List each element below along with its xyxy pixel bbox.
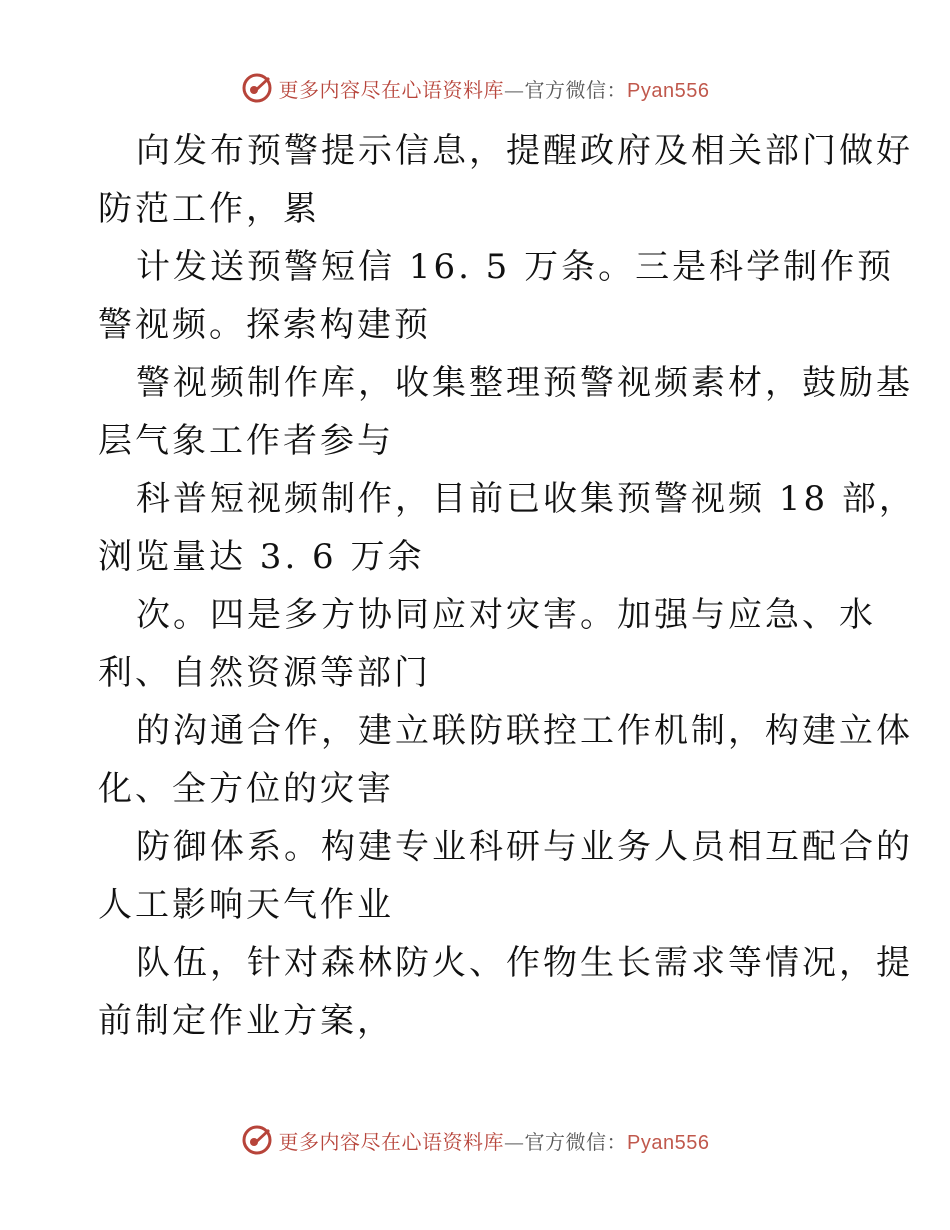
- watermark-id: Pyan556: [627, 79, 710, 102]
- text-line: 化、全方位的灾害: [98, 769, 394, 809]
- text-line: 警视频。探索构建预: [98, 305, 431, 345]
- text-line: 人工影响天气作业: [98, 885, 394, 925]
- watermark-site-text: 更多内容尽在心语资料库: [278, 77, 505, 102]
- watermark-logo-icon: [241, 1124, 273, 1156]
- text-line: 向发布预警提示信息，提醒政府及相关部门做好: [136, 131, 913, 171]
- text-line: 计发送预警短信 16. 5 万条。三是科学制作预: [136, 247, 895, 287]
- watermark-text: [279, 1126, 710, 1155]
- watermark-separator: —: [504, 77, 525, 102]
- document-body: [98, 122, 916, 1050]
- text-line: 利、自然资源等部门: [98, 653, 431, 693]
- watermark-separator: —: [504, 1129, 525, 1154]
- text-line: 前制定作业方案，: [98, 1001, 394, 1041]
- text-line: 防御体系。构建专业科研与业务人员相互配合的: [136, 827, 913, 867]
- text-line: 次。四是多方协同应对灾害。加强与应急、水: [136, 595, 876, 635]
- watermark-label: 官方微信：: [524, 77, 628, 102]
- text-line: 浏览量达 3. 6 万余: [98, 537, 425, 577]
- text-line: 警视频制作库，收集整理预警视频素材，鼓励基: [136, 363, 913, 403]
- text-line: 科普短视频制作，目前已收集预警视频 18 部，: [136, 479, 916, 519]
- watermark-id: Pyan556: [627, 1131, 710, 1154]
- watermark-site-text: 更多内容尽在心语资料库: [278, 1129, 505, 1154]
- text-line: 队伍，针对森林防火、作物生长需求等情况，提: [136, 943, 913, 983]
- watermark-logo-icon: [241, 72, 273, 104]
- watermark-text: [279, 74, 710, 103]
- watermark-label: 官方微信：: [524, 1129, 628, 1154]
- header-watermark: [0, 72, 950, 104]
- footer-watermark: [0, 1124, 950, 1156]
- text-line: 的沟通合作，建立联防联控工作机制，构建立体: [136, 711, 913, 751]
- text-line: 防范工作，累: [98, 189, 320, 229]
- text-line: 层气象工作者参与: [98, 421, 394, 461]
